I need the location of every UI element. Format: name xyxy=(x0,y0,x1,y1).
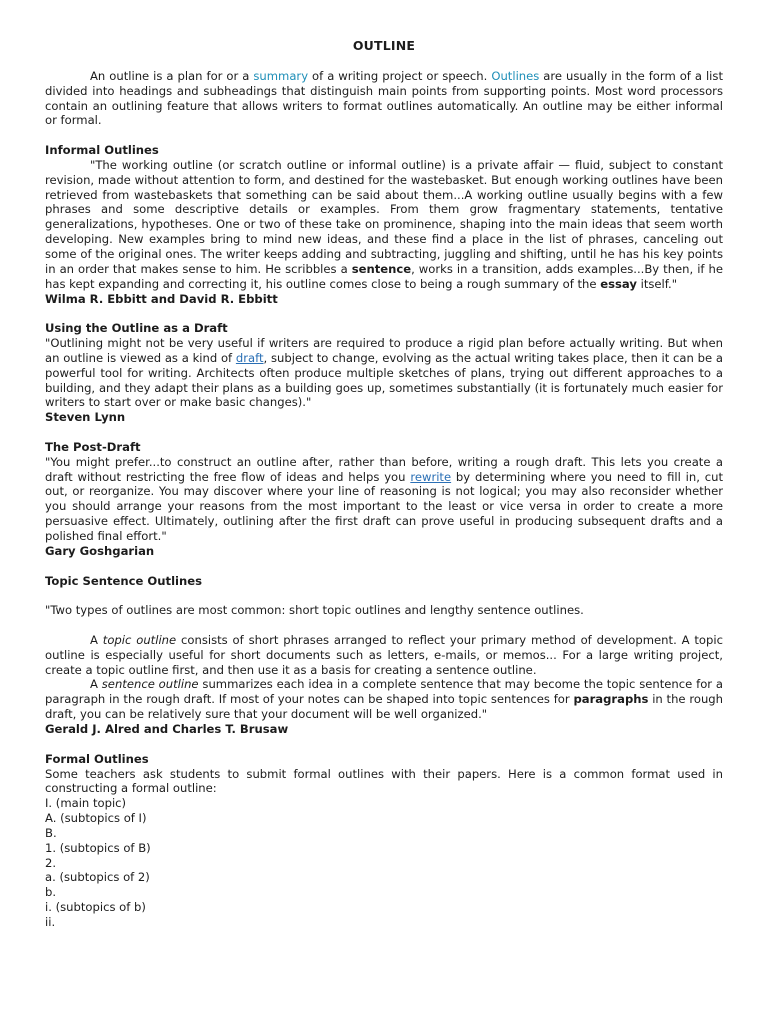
post-draft-heading: The Post-Draft xyxy=(45,439,141,454)
sentence-outline-paragraph: A sentence outline summarizes each idea in a complete sentence that may become the topic sentence for a paragraph in the rough draft. If most of your notes can be shaped into topic sentences for paragraphs in the rough draft, you can be relatively sure that your document will be well organized." xyxy=(45,677,724,722)
spacer xyxy=(45,128,723,143)
list-item: A. (subtopics of I) xyxy=(45,811,147,826)
list-item: B. xyxy=(45,825,57,840)
topic-sentence-heading: Topic Sentence Outlines xyxy=(45,573,203,588)
intro-paragraph: An outline is a plan for or a summary of a writing project or speech. Outlines are usually in the form of a list divided into headings and subheadings that distinguish main points from supporting points. Most word processors contain an outlining feature that allows writers to format outlines automatically. An outline may be either informal or formal. xyxy=(45,68,723,128)
draft-author: Steven Lynn xyxy=(45,410,126,425)
rewrite-link[interactable]: rewrite xyxy=(410,469,452,484)
informal-author: Wilma R. Ebbitt and David R. Ebbitt xyxy=(45,291,278,306)
topic-intro-quote: "Two types of outlines are most common: short topic outlines and lengthy sentence outlines. xyxy=(45,603,584,618)
spacer xyxy=(45,425,723,440)
outlines-link[interactable]: Outlines xyxy=(491,68,540,83)
spacer xyxy=(45,588,723,603)
list-item: ii. xyxy=(45,914,56,929)
informal-outlines-heading: Informal Outlines xyxy=(45,143,159,158)
informal-outlines-quote: "The working outline (or scratch outline or informal outline) is a private affair — fluid, subject to constant revision, made without attention to form, and destined for the wastebasket. But enough working outlines have been retrieved from wastebaskets that something can be said about them...A working outline usually begins with a few phrases and some descriptive details or examples. From them grow fragmentary statements, tentative generalizations, hypotheses. One or two of these take on prominence, shaping into the main ideas that seem worth developing. New examples bring to mind new ideas, and these find a place in the list of phrases, canceling out some of the original ones. The writer keeps adding and subtracting, juggling and shifting, until he has his key points in an order that makes sense to him. He scribbles a sentence, works in a transition, adds examples...By then, if he has kept expanding and correcting it, his outline comes close to being a rough summary of the essay itself." xyxy=(45,157,723,291)
list-item: a. (subtopics of 2) xyxy=(45,870,150,885)
draft-link[interactable]: draft xyxy=(235,350,264,365)
sentence-term[interactable]: sentence xyxy=(351,261,412,276)
spacer xyxy=(45,559,723,574)
topic-outline-paragraph: A topic outline consists of short phrases arranged to reflect your primary method of development. A topic outline is especially useful for short documents such as letters, e-mails, or memos... For a large writing project, create a topic outline first, and then use it as a basis for creating a sentence outline. xyxy=(45,632,723,677)
formal-outline-list xyxy=(45,796,723,930)
draft-quote: "Outlining might not be very useful if writers are required to produce a rigid plan before actually writing. But when an outline is viewed as a kind of draft, subject to change, evolving as the actual writing takes place, then it can be a powerful tool for writing. Architects often produce multiple sketches of plans, trying out different approaches to a building, and they adapt their plans as a building goes up, sometimes substantially (it is fortunately much easier for writers to start over or make basic changes)." xyxy=(45,336,723,410)
list-item: 1. (subtopics of B) xyxy=(45,840,151,855)
list-item: I. (main topic) xyxy=(45,796,127,811)
page-title: OUTLINE xyxy=(352,38,416,53)
spacer xyxy=(45,618,723,633)
paragraphs-term[interactable]: paragraphs xyxy=(573,692,649,707)
essay-term[interactable]: essay xyxy=(600,276,637,291)
spacer xyxy=(45,737,723,752)
list-item: i. (subtopics of b) xyxy=(45,900,146,915)
post-draft-author: Gary Goshgarian xyxy=(45,543,155,558)
list-item: 2. xyxy=(45,855,57,870)
topic-author: Gerald J. Alred and Charles T. Brusaw xyxy=(45,721,289,736)
post-draft-quote: "You might prefer...to construct an outline after, rather than before, writing a rough draft. This lets you create a draft without restricting the free flow of ideas and helps you rewrite by determining where you need to fill in, cut out, or reorganize. You may discover where your line of reasoning is not logical; you may also reconsider whether you should arrange your reasons from the most important to the least or vice versa in order to create a more persuasive effect. Ultimately, outlining after the first draft can prove useful in producing subsequent drafts and a polished final effort." xyxy=(45,454,724,543)
formal-outlines-heading: Formal Outlines xyxy=(45,751,149,766)
formal-outlines-text: Some teachers ask students to submit formal outlines with their papers. Here is a common format used in constructing a formal outline: xyxy=(45,766,723,796)
spacer xyxy=(45,306,723,321)
summary-link[interactable]: summary xyxy=(253,68,309,83)
draft-heading: Using the Outline as a Draft xyxy=(45,321,228,336)
list-item: b. xyxy=(45,885,57,900)
